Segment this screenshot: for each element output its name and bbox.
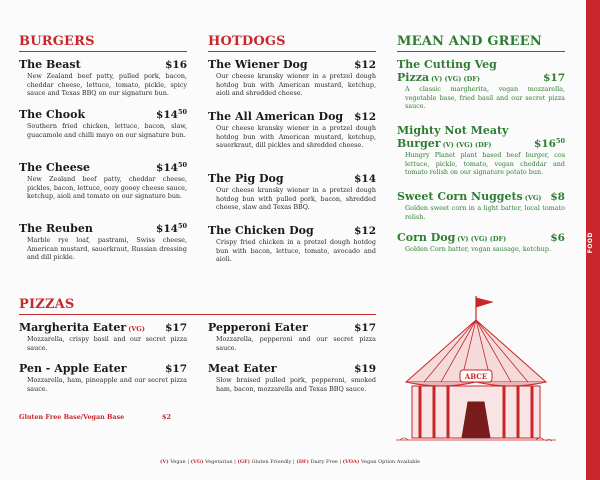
- item-description: Crispy fried chicken in a pretzel dough hotdog bun with bacon, lettuce, tomato, avocado and aioli.: [216, 238, 376, 264]
- item-description: Our cheese kransky wiener in a pretzel dough hotdog bun with American mustard, ketchup, sauerkraut, dill pickles and shredded cheese.: [216, 124, 376, 150]
- dietary-tag: (V) (VG) (DF): [457, 235, 507, 243]
- legend-item: (VOA) Vegan Option Available: [342, 459, 420, 465]
- legend-item: (VG) Vegetarian: [190, 459, 233, 465]
- item-price: $14: [354, 173, 376, 185]
- menu-item-cutting-veg-pizza: [397, 58, 565, 111]
- item-price: $\$16^{50}$: [534, 137, 565, 150]
- side-tab-label: FOOD: [587, 232, 594, 254]
- menu-item-wiener-dog: [208, 58, 376, 98]
- menu-item-chicken-dog: [208, 224, 376, 264]
- item-price: $\$14^{50}$: [156, 108, 187, 121]
- item-description: Our cheese kransky wiener in a pretzel dough hotdog bun with pulled pork, bacon, shredded cheese, slaw and Texas BBQ.: [216, 186, 376, 212]
- item-description: Mozzarella, pepperoni and our secret pizza sauce.: [216, 335, 376, 352]
- menu-item-the-beast: [19, 58, 187, 98]
- item-description: Our cheese kransky wiener in a pretzel dough hotdog bun with American mustard, ketchup, aioli and shredded cheese.: [216, 72, 376, 98]
- item-name: Pen - Apple Eater: [19, 362, 127, 375]
- gf-note-label: Gluten Free Base/Vegan Base: [19, 413, 125, 421]
- item-name: The Chook: [19, 108, 86, 121]
- item-description: Golden Corn batter, vegan sausage, ketchup.: [405, 245, 552, 253]
- dietary-tag: (V) (VG) (DF): [431, 75, 480, 83]
- menu-item-pen-apple-eater: [19, 362, 187, 393]
- dietary-tag: (VG): [524, 194, 542, 202]
- item-name: Pepperoni Eater: [208, 321, 308, 334]
- item-price: $6: [550, 232, 565, 244]
- item-price: $12: [354, 111, 376, 123]
- menu-item-meat-eater: [208, 362, 376, 393]
- item-price: $17: [354, 322, 376, 334]
- item-price: $17: [165, 322, 187, 334]
- tent-sign: ABCE: [464, 372, 488, 381]
- item-description: Southern fried chicken, lettuce, bacon, slaw, guacamole and chilli mayo on our signature bun.: [27, 122, 187, 139]
- item-description: New Zealand beef patty, cheddar cheese, pickles, bacon, lettuce, oozy gooey cheese sauce, ketchup, aioli and tomato on our signature bun.: [27, 175, 187, 201]
- item-name: Sweet Corn Nuggets (VG): [397, 190, 542, 203]
- item-name: The Cheese: [19, 161, 90, 174]
- item-description: Golden sweet corn in a light batter, local tomato relish.: [405, 204, 565, 221]
- item-price: $17: [543, 72, 565, 84]
- item-name-line1: Mighty Not Meaty: [397, 124, 509, 137]
- dietary-tag: (VG): [128, 325, 145, 333]
- item-price: $17: [165, 363, 187, 375]
- mean-green-title: MEAN AND GREEN: [397, 34, 542, 49]
- menu-item-pig-dog: [208, 172, 376, 212]
- mean-green-rule: [397, 51, 565, 52]
- item-price: $19: [354, 363, 376, 375]
- item-name: Pizza (V) (VG) (DF): [397, 71, 480, 84]
- item-price: $\$14^{50}$: [156, 161, 187, 174]
- menu-item-margherita-eater: [19, 321, 187, 352]
- item-name: The Reuben: [19, 222, 93, 235]
- item-price: $12: [354, 225, 376, 237]
- dietary-legend: (V) Vegan | (VG) Vegetarian | (GF) Gluten Friendly | (DF) Dairy Free | (VOA) Vegan Option Available: [160, 459, 420, 465]
- item-name-line1: The Cutting Veg: [397, 58, 497, 71]
- item-price: $8: [550, 191, 565, 203]
- hotdogs-rule: [208, 51, 376, 52]
- item-name: The Wiener Dog: [208, 58, 308, 71]
- menu-item-all-american-dog: [208, 110, 376, 150]
- item-name: The Chicken Dog: [208, 224, 314, 237]
- menu-item-mighty-not-meaty-burger: [397, 124, 565, 177]
- menu-item-the-cheese: [19, 161, 187, 201]
- legend-item: (V) Vegan: [160, 459, 186, 465]
- item-name: The All American Dog: [208, 110, 344, 123]
- item-description: Slow braised pulled pork, pepperoni, smoked ham, bacon, mozzarella and Texas BBQ sauce.: [216, 376, 376, 393]
- menu-item-sweet-corn-nuggets: [397, 190, 565, 221]
- circus-tent-illustration: [386, 290, 566, 450]
- menu-item-corn-dog: [397, 231, 565, 254]
- pizzas-rule: [19, 314, 376, 315]
- menu-item-the-reuben: [19, 222, 187, 262]
- dietary-tag: (V) (VG) (DF): [442, 141, 492, 149]
- item-name: The Beast: [19, 58, 81, 71]
- hotdogs-title: HOTDOGS: [208, 34, 286, 49]
- item-description: Mozzarella, ham, pineapple and our secret pizza sauce.: [27, 376, 187, 393]
- gf-note-price: $2: [162, 413, 171, 421]
- item-name: Corn Dog (V) (VG) (DF): [397, 231, 507, 244]
- item-description: Marble rye loaf, pastrami, Swiss cheese, American mustard, sauerkraut, Russian dressing and dill pickle.: [27, 236, 187, 262]
- food-side-tab: [586, 0, 600, 480]
- legend-item: (GF) Gluten Friendly: [237, 459, 292, 465]
- item-description: A classic margherita, vegan mozzarella, vegetable base, fried basil and our secret pizza sauce.: [405, 85, 565, 111]
- item-price: $12: [354, 59, 376, 71]
- item-name: Burger (V) (VG) (DF): [397, 137, 492, 150]
- burgers-title: BURGERS: [19, 34, 95, 49]
- menu-item-the-chook: [19, 108, 187, 139]
- item-price: $\$14^{50}$: [156, 222, 187, 235]
- pizzas-title: PIZZAS: [19, 297, 75, 312]
- item-name: Margherita Eater (VG): [19, 321, 145, 334]
- item-name: The Pig Dog: [208, 172, 284, 185]
- item-name: Meat Eater: [208, 362, 277, 375]
- item-description: Mozzarella, crispy basil and our secret pizza sauce.: [27, 335, 187, 352]
- item-price: $16: [165, 59, 187, 71]
- legend-item: (DF) Dairy Free: [296, 459, 338, 465]
- burgers-rule: [19, 51, 187, 52]
- item-description: Hungry Planet plant based beef burger, cos lettuce, pickle, tomato, vegan cheddar and tomato relish on our signature potato bun.: [405, 151, 565, 177]
- menu-item-pepperoni-eater: [208, 321, 376, 352]
- item-description: New Zealand beef patty, pulled pork, bacon, cheddar cheese, lettuce, tomato, pickle, spicy sauce and Texas BBQ on our signature bun.: [27, 72, 187, 98]
- gluten-free-base-note: [19, 413, 171, 421]
